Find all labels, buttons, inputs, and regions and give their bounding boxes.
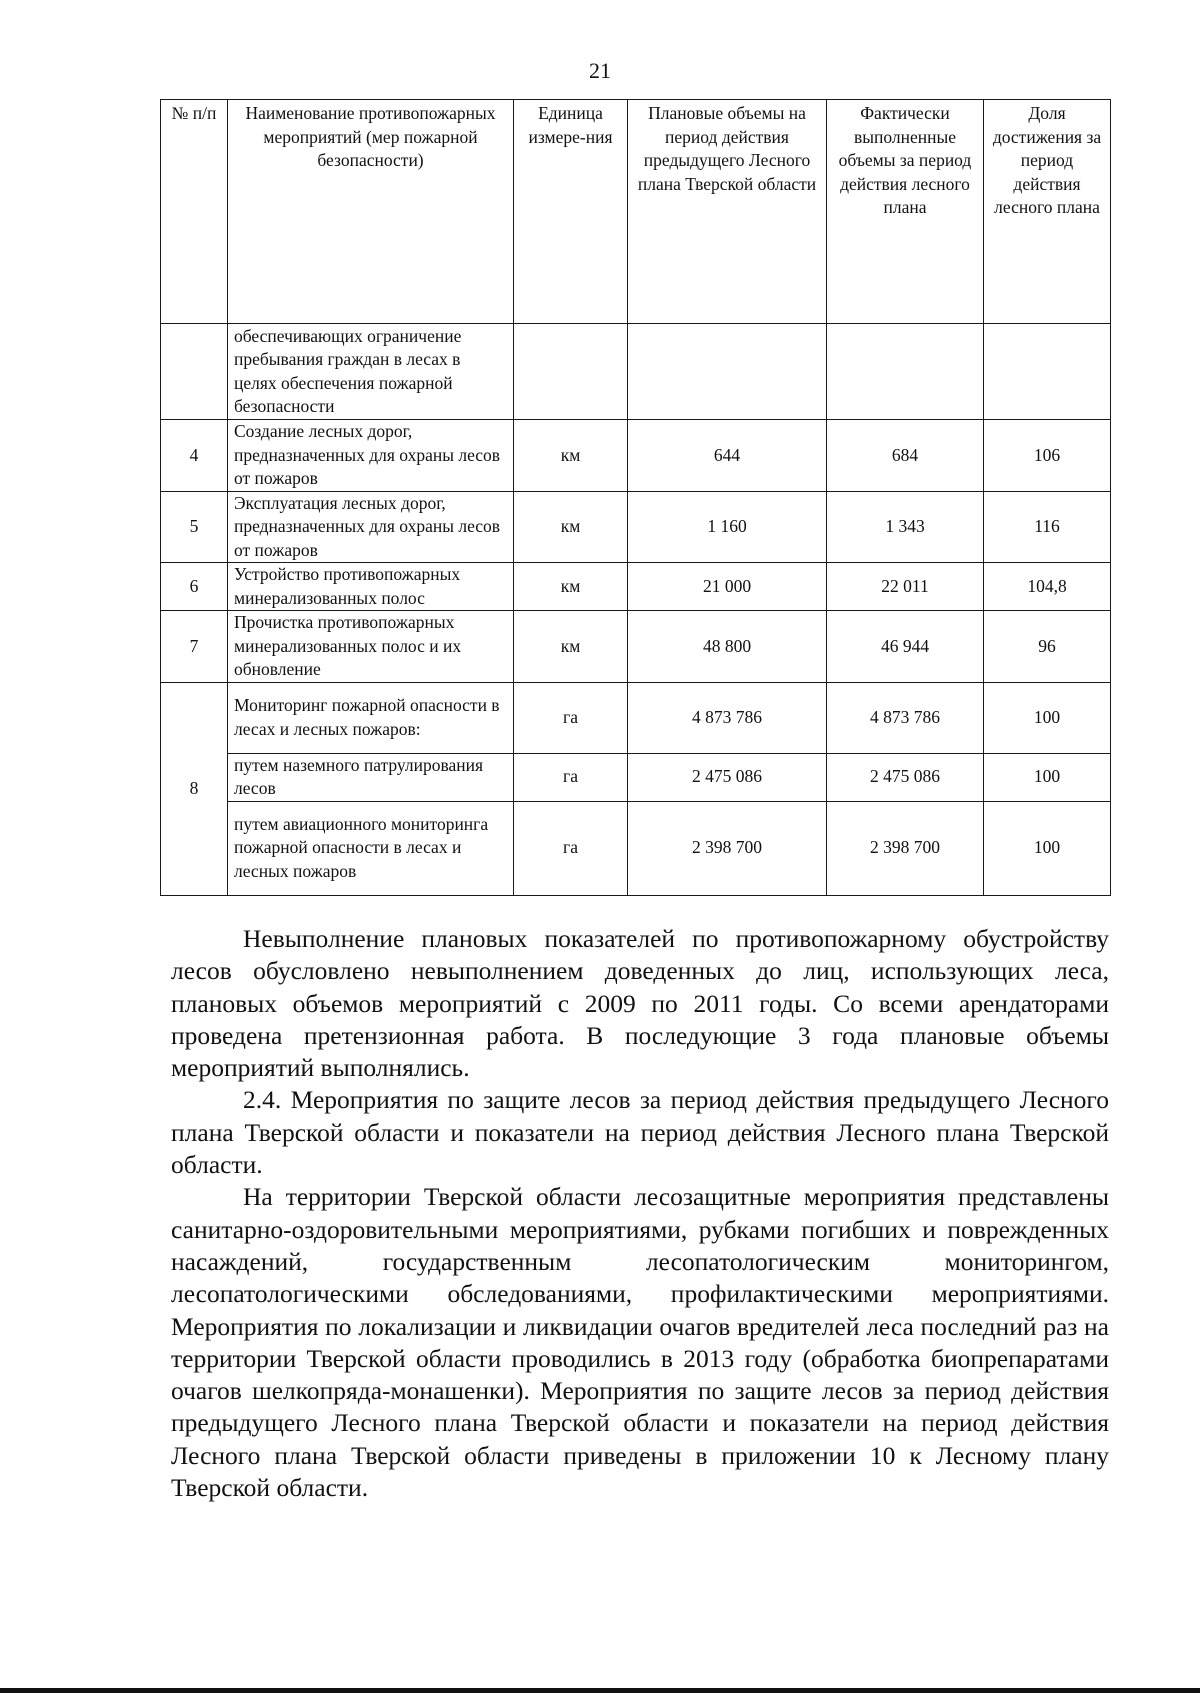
cell-unit: га [514,682,628,753]
paragraph: Невыполнение плановых показателей по противопожарному обустройству лесов обусловлено невыполнением доведенных до лиц, использующих леса, плановых объемов мероприятий с 2009 по 2011 годы. Со всеми арендаторами проведена претензионная работа. В последующие 3 года плановые объемы мероприятий выполнялись. [171,924,1109,1083]
paragraph: На территории Тверской области лесозащитные мероприятия представлены санитарно-оздоровительными мероприятиями, рубками погибших и поврежденных насаждений, государственным лесопатологическим мониторингом, лесопатологическими обследованиями, профилактическими мероприятиями. Мероприятия по локализации и ликвидации очагов вредителей леса последний раз на территории Тверской области проводились в 2013 году (обработка биопрепаратами очагов шелкопряда-монашенки). Мероприятия по защите лесов за период действия предыдущего Лесного плана Тверской области и показатели на период действия Лесного плана Тверской области приведены в приложении 10 к Лесному плану Тверской области. [171,1182,1109,1503]
fire-prevention-table [160,99,1111,896]
cell-empty [514,324,628,420]
cell-share: 106 [984,420,1111,492]
cell-name: Мониторинг пожарной опасности в лесах и лесных пожаров: [228,682,514,753]
table-row [161,753,1111,801]
cell-plan: 4 873 786 [628,682,827,753]
cell-empty [161,324,228,420]
table-row [161,491,1111,563]
cell-share: 104,8 [984,563,1111,611]
header-share: Доля достижения за период действия лесного плана [984,100,1111,324]
cell-empty [984,324,1111,420]
cell-number: 4 [161,420,228,492]
cell-unit: км [514,420,628,492]
cell-number: 7 [161,611,228,683]
cell-name: обеспечивающих ограничение пребывания граждан в лесах в целях обеспечения пожарной безопасности [228,324,514,420]
header-fact: Фактически выполненные объемы за период действия лесного плана [827,100,984,324]
cell-empty [827,324,984,420]
table-row-continuation [161,324,1111,420]
cell-name: Создание лесных дорог, предназначенных для охраны лесов от пожаров [228,420,514,492]
table-row [161,801,1111,895]
cell-share: 116 [984,491,1111,563]
cell-plan: 644 [628,420,827,492]
cell-name: путем авиационного мониторинга пожарной опасности в лесах и лесных пожаров [228,801,514,895]
header-unit: Единица измере-ния [514,100,628,324]
cell-name: Прочистка противопожарных минерализованных полос и их обновление [228,611,514,683]
cell-plan: 21 000 [628,563,827,611]
cell-plan: 2 475 086 [628,753,827,801]
table-header-row [161,100,1111,324]
cell-fact: 2 398 700 [827,801,984,895]
cell-share: 96 [984,611,1111,683]
cell-number: 6 [161,563,228,611]
bottom-edge-rule [0,1688,1200,1693]
cell-number: 5 [161,491,228,563]
cell-fact: 4 873 786 [827,682,984,753]
table-row [161,420,1111,492]
cell-empty [628,324,827,420]
cell-share: 100 [984,801,1111,895]
header-plan: Плановые объемы на период действия предыдущего Лесного плана Тверской области [628,100,827,324]
cell-unit: км [514,491,628,563]
cell-share: 100 [984,753,1111,801]
header-name: Наименование противопожарных мероприятий (мер пожарной безопасности) [228,100,514,324]
cell-plan: 2 398 700 [628,801,827,895]
page-number: 21 [589,58,611,83]
cell-fact: 2 475 086 [827,753,984,801]
table-row [161,611,1111,683]
section-heading: 2.4. Мероприятия по защите лесов за период действия предыдущего Лесного плана Тверской области и показатели на период действия Лесного плана Тверской области. [171,1085,1109,1180]
cell-unit: км [514,611,628,683]
cell-plan: 1 160 [628,491,827,563]
cell-fact: 684 [827,420,984,492]
cell-name: Эксплуатация лесных дорог, предназначенных для охраны лесов от пожаров [228,491,514,563]
cell-unit: га [514,753,628,801]
cell-unit: км [514,563,628,611]
cell-fact: 1 343 [827,491,984,563]
cell-name: путем наземного патрулирования лесов [228,753,514,801]
cell-share: 100 [984,682,1111,753]
cell-name: Устройство противопожарных минерализованных полос [228,563,514,611]
header-number: № п/п [161,100,228,324]
body-text [171,923,1109,1504]
cell-fact: 46 944 [827,611,984,683]
cell-number: 8 [161,682,228,895]
cell-plan: 48 800 [628,611,827,683]
cell-fact: 22 011 [827,563,984,611]
cell-unit: га [514,801,628,895]
table-row [161,563,1111,611]
table-row [161,682,1111,753]
